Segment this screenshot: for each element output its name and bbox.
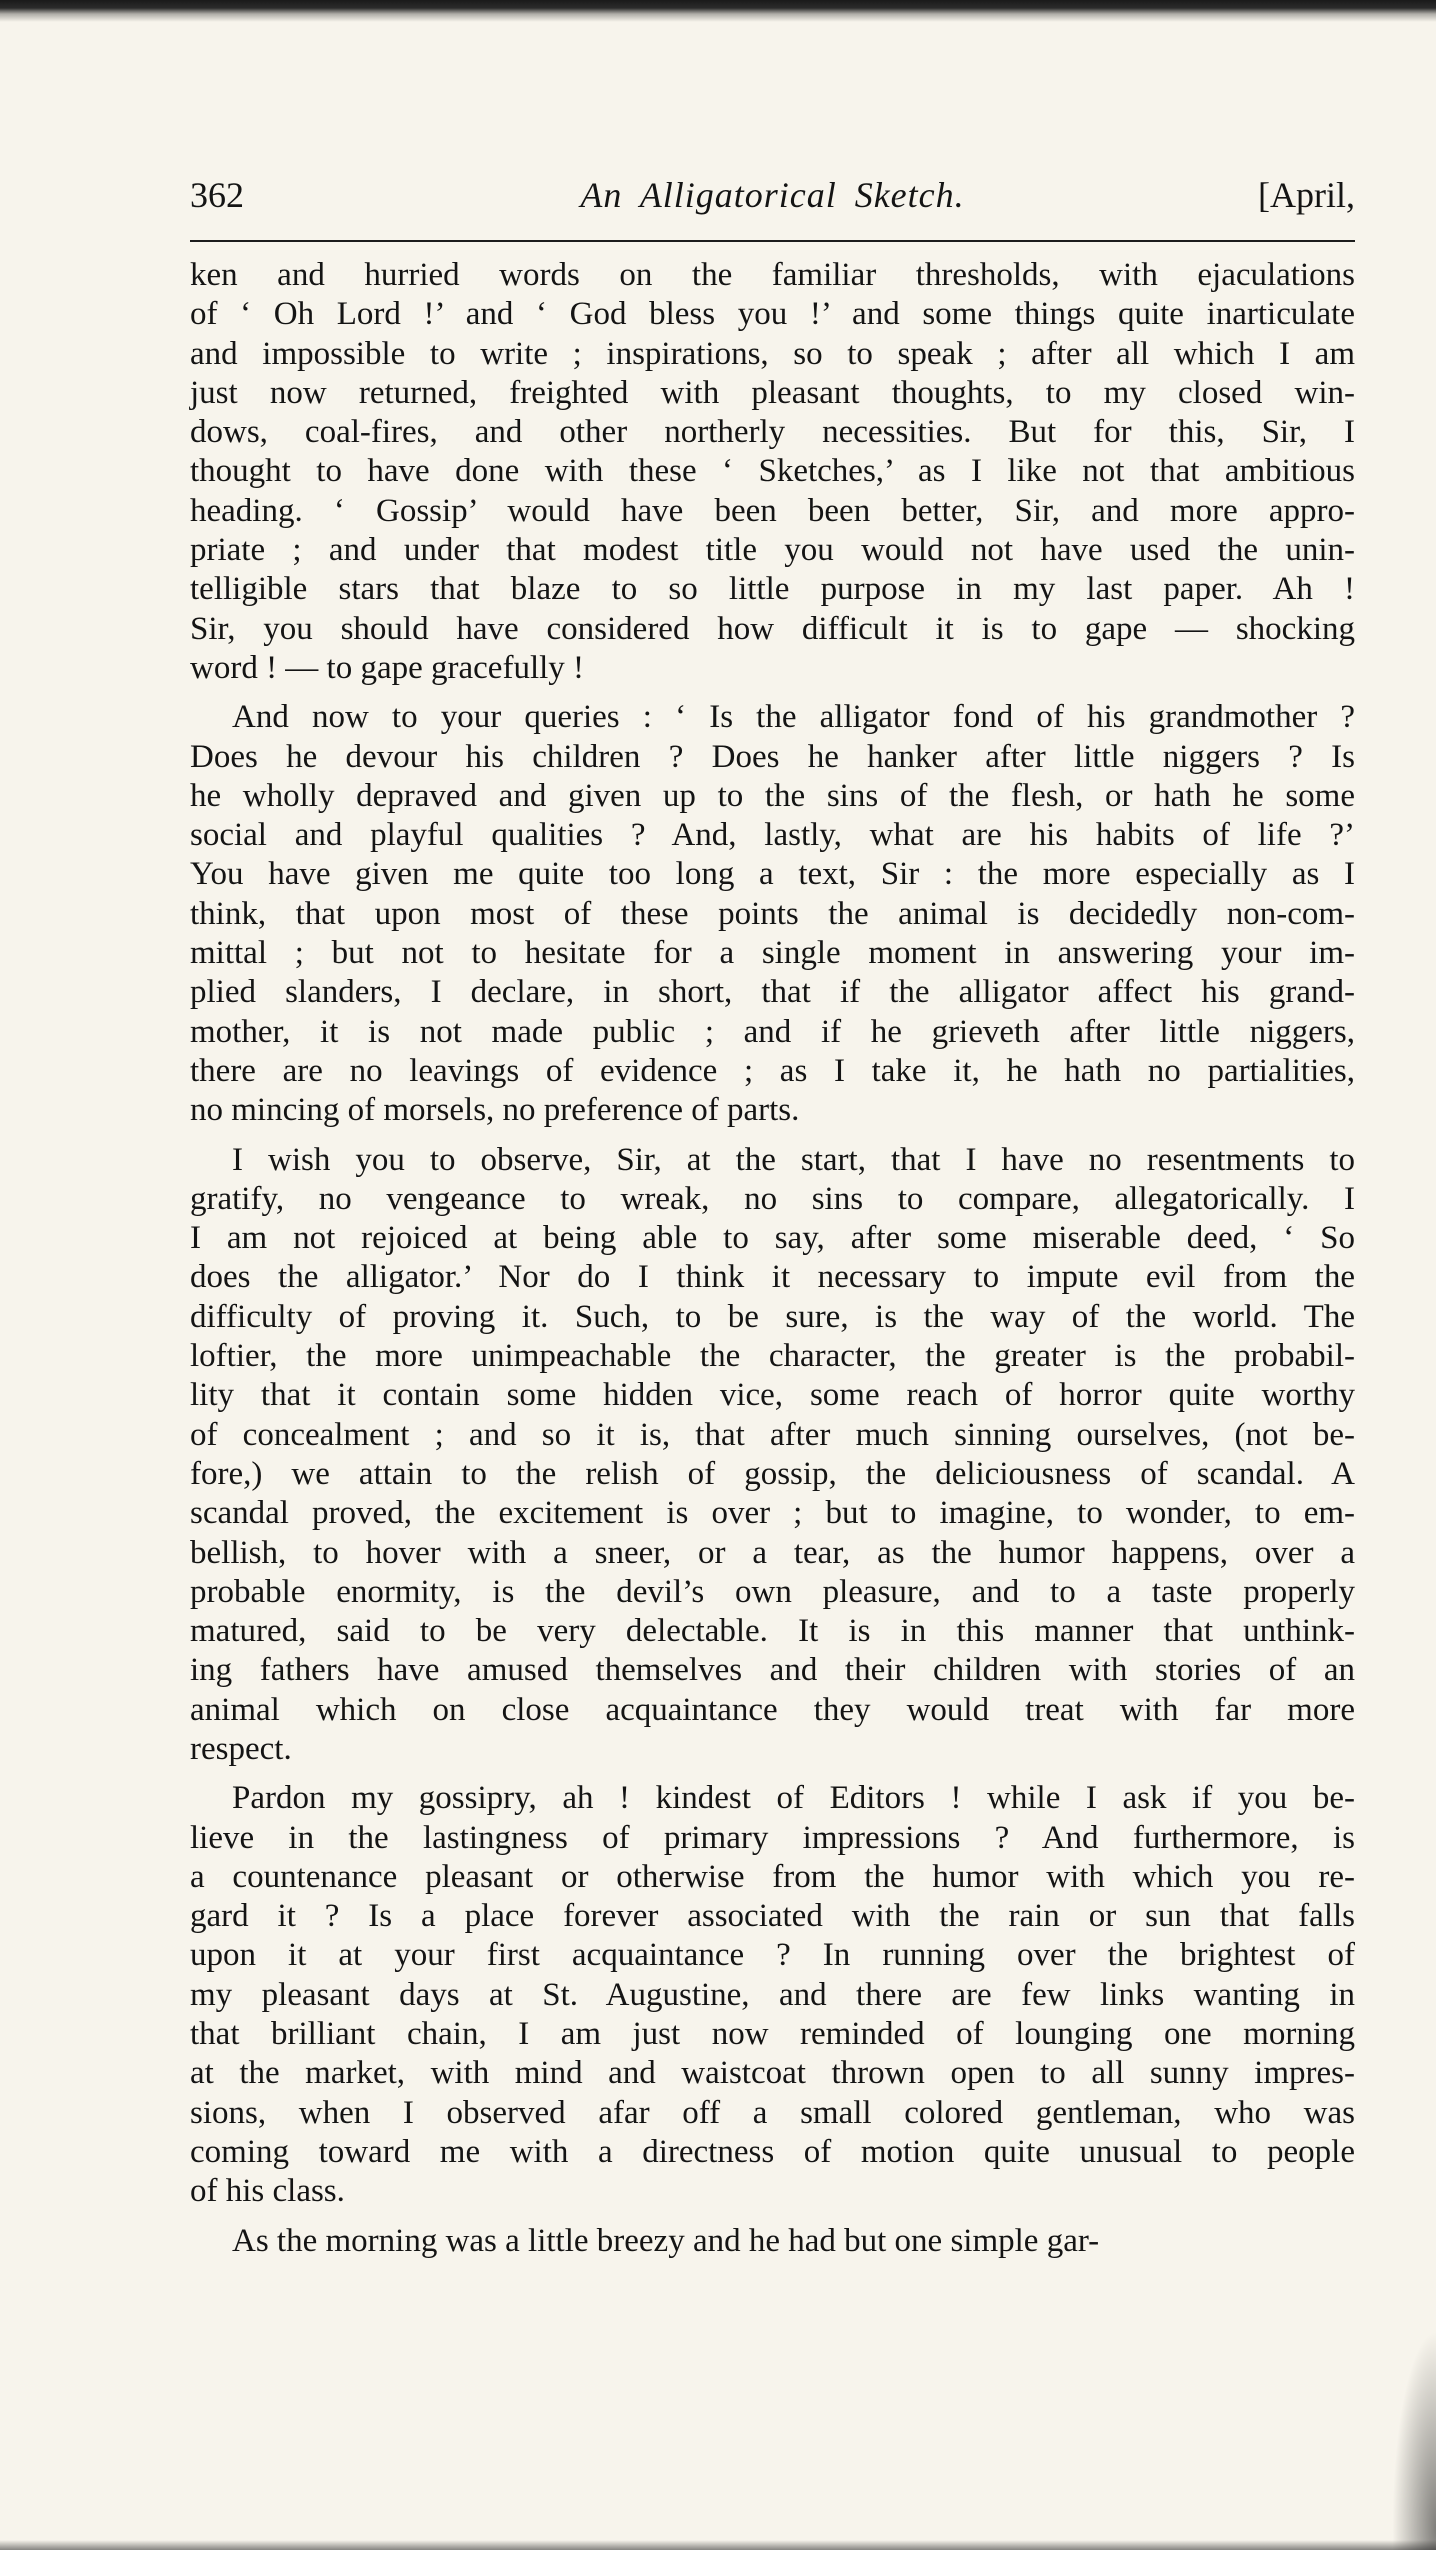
text-line: that brilliant chain, I am just now reminded of lounging one morning [190, 2016, 1355, 2053]
body-text [190, 256, 1355, 2271]
text-line: telligible stars that blaze to so little purpose in my last paper. Ah ! [190, 571, 1355, 608]
page-top-edge [0, 0, 1436, 22]
paragraph [190, 2222, 1355, 2261]
paragraph [190, 1141, 1355, 1770]
paragraph [190, 1779, 1355, 2211]
text-line: at the market, with mind and waistcoat thrown open to all sunny impres- [190, 2055, 1355, 2092]
text-line: scandal proved, the excitement is over ; but to imagine, to wonder, to em- [190, 1495, 1355, 1532]
text-line: loftier, the more unimpeachable the character, the greater is the probabil- [190, 1338, 1355, 1375]
text-line: my pleasant days at St. Augustine, and there are few links wanting in [190, 1976, 1355, 2013]
text-line: And now to your queries : ‘ Is the alligator fond of his grandmother ? [232, 699, 1355, 736]
header-rule [190, 240, 1355, 242]
text-line: As the morning was a little breezy and he had but one simple gar- [232, 2222, 1100, 2259]
text-line: of ‘ Oh Lord !’ and ‘ God bless you !’ and some things quite inarticulate [190, 296, 1355, 333]
text-line: think, that upon most of these points the animal is decidedly non-com- [190, 895, 1355, 932]
text-line: of concealment ; and so it is, that after much sinning ourselves, (not be- [190, 1416, 1355, 1453]
text-line: no mincing of morsels, no preference of parts. [190, 1092, 800, 1129]
text-line: word ! — to gape gracefully ! [190, 649, 585, 686]
text-line: does the alligator.’ Nor do I think it necessary to impute evil from the [190, 1259, 1355, 1296]
text-line: lieve in the lastingness of primary impressions ? And furthermore, is [190, 1819, 1355, 1856]
text-line: dows, coal-fires, and other northerly necessities. But for this, Sir, I [190, 414, 1355, 451]
paragraph [190, 698, 1355, 1130]
text-line: respect. [190, 1730, 292, 1767]
paragraph [190, 256, 1355, 688]
text-line: mittal ; but not to hesitate for a single moment in answering your im- [190, 935, 1355, 972]
running-title: An Alligatorical Sketch. [580, 175, 965, 215]
text-line: priate ; and under that modest title you would not have used the unin- [190, 532, 1355, 569]
text-line: coming toward me with a directness of motion quite unusual to people [190, 2133, 1355, 2170]
text-line: and impossible to write ; inspirations, so to speak ; after all which I am [190, 335, 1355, 372]
running-head [190, 170, 1355, 220]
text-line: upon it at your first acquaintance ? In running over the brightest of [190, 1937, 1355, 1974]
text-line: Sir, you should have considered how difficult it is to gape — shocking [190, 610, 1355, 647]
text-line: ken and hurried words on the familiar thresholds, with ejaculations [190, 257, 1355, 293]
text-line: I wish you to observe, Sir, at the start, that I have no resentments to [232, 1141, 1355, 1178]
text-line: of his class. [190, 2173, 345, 2210]
text-line: gard it ? Is a place forever associated with the rain or sun that falls [190, 1898, 1355, 1935]
text-line: Does he devour his children ? Does he hanker after little niggers ? Is [190, 738, 1355, 775]
text-line: Pardon my gossipry, ah ! kindest of Editors ! while I ask if you be- [232, 1780, 1355, 1817]
page-corner-smudge [1392, 2330, 1436, 2550]
text-line: heading. ‘ Gossip’ would have been been better, Sir, and more appro- [190, 492, 1355, 529]
text-line: sions, when I observed afar off a small colored gentleman, who was [190, 2094, 1355, 2131]
text-line: mother, it is not made public ; and if he grieveth after little niggers, [190, 1013, 1355, 1050]
text-line: animal which on close acquaintance they would treat with far more [190, 1691, 1355, 1728]
text-line: probable enormity, is the devil’s own pleasure, and to a taste properly [190, 1573, 1355, 1610]
text-line: thought to have done with these ‘ Sketches,’ as I like not that ambitious [190, 453, 1355, 490]
text-line: gratify, no vengeance to wreak, no sins to compare, allegatorically. I [190, 1180, 1355, 1217]
text-line: difficulty of proving it. Such, to be sure, is the way of the world. The [190, 1298, 1355, 1335]
text-line: fore,) we attain to the relish of gossip, the deliciousness of scandal. A [190, 1455, 1355, 1492]
running-month: [April, [1258, 175, 1355, 215]
page-number: 362 [190, 175, 244, 215]
text-line: matured, said to be very delectable. It is in this manner that unthink- [190, 1613, 1355, 1650]
text-line: lity that it contain some hidden vice, some reach of horror quite worthy [190, 1377, 1355, 1414]
text-line: social and playful qualities ? And, lastly, what are his habits of life ?’ [190, 817, 1355, 854]
text-line: I am not rejoiced at being able to say, after some miserable deed, ‘ So [190, 1220, 1355, 1257]
text-line: You have given me quite too long a text, Sir : the more especially as I [190, 856, 1355, 893]
text-line: bellish, to hover with a sneer, or a tear, as the humor happens, over a [190, 1534, 1355, 1571]
text-line: there are no leavings of evidence ; as I take it, he hath no partialities, [190, 1052, 1355, 1089]
text-line: he wholly depraved and given up to the sins of the flesh, or hath he some [190, 777, 1355, 814]
text-line: ing fathers have amused themselves and their children with stories of an [190, 1652, 1355, 1689]
text-line: just now returned, freighted with pleasant thoughts, to my closed win- [190, 374, 1355, 411]
text-line: a countenance pleasant or otherwise from the humor with which you re- [190, 1858, 1355, 1895]
page-bottom-edge [0, 2540, 1436, 2550]
text-line: plied slanders, I declare, in short, that if the alligator affect his grand- [190, 974, 1355, 1011]
